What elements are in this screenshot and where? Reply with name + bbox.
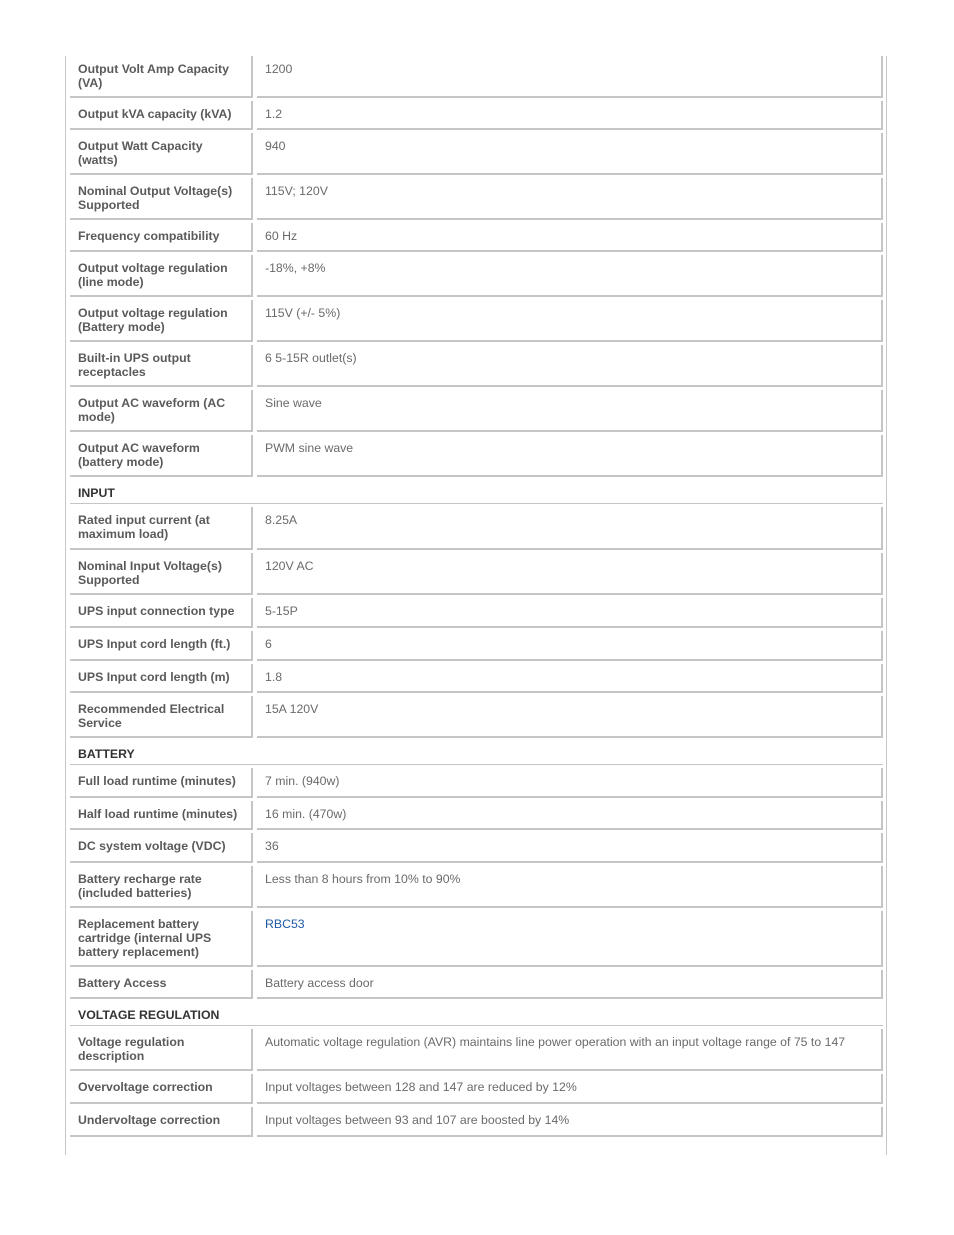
spec-row: [70, 598, 883, 628]
spec-row: [70, 101, 883, 130]
spec-label: Output voltage regulation (Battery mode): [70, 300, 253, 342]
spec-label: Overvoltage correction: [70, 1074, 253, 1104]
section-heading: VOLTAGE REGULATION: [70, 1002, 883, 1026]
spec-row: [70, 1074, 883, 1104]
spec-value: 36: [257, 833, 883, 863]
spec-label: Nominal Input Voltage(s) Supported: [70, 553, 253, 595]
spec-label: Built-in UPS output receptacles: [70, 345, 253, 387]
spec-value: 16 min. (470w): [257, 801, 883, 830]
spec-value: 6 5-15R outlet(s): [257, 345, 883, 387]
spec-row: [70, 507, 883, 550]
spec-value: 1.8: [257, 664, 883, 693]
spec-row: [70, 133, 883, 175]
section-heading: INPUT: [70, 480, 883, 504]
spec-row: [70, 970, 883, 999]
spec-value: Sine wave: [257, 390, 883, 432]
spec-label: Frequency compatibility: [70, 223, 253, 252]
spec-row: [70, 768, 883, 798]
spec-row: [70, 1107, 883, 1137]
spec-label: Rated input current (at maximum load): [70, 507, 253, 550]
spec-label: Replacement battery cartridge (internal UPS battery replacement): [70, 911, 253, 967]
spec-value: 120V AC: [257, 553, 883, 595]
spec-row: [70, 1029, 883, 1071]
spec-label: Output Volt Amp Capacity (VA): [70, 56, 253, 98]
spec-row: [70, 696, 883, 738]
section-heading: BATTERY: [70, 741, 883, 765]
spec-label: Battery Access: [70, 970, 253, 999]
spec-row: [70, 300, 883, 342]
spec-row: [70, 911, 883, 967]
spec-row: [70, 56, 883, 98]
spec-label: Output Watt Capacity (watts): [70, 133, 253, 175]
spec-row: [70, 553, 883, 595]
spec-value: Input voltages between 93 and 107 are boosted by 14%: [257, 1107, 883, 1137]
spec-value: Less than 8 hours from 10% to 90%: [257, 866, 883, 908]
spec-label: Recommended Electrical Service: [70, 696, 253, 738]
spec-row: [70, 178, 883, 220]
spec-label: Output AC waveform (battery mode): [70, 435, 253, 477]
spec-label: Battery recharge rate (included batteries): [70, 866, 253, 908]
spec-value: PWM sine wave: [257, 435, 883, 477]
spec-row: [70, 631, 883, 661]
spec-label: Half load runtime (minutes): [70, 801, 253, 830]
spec-label: Full load runtime (minutes): [70, 768, 253, 798]
spec-value: 7 min. (940w): [257, 768, 883, 798]
spec-label: UPS Input cord length (ft.): [70, 631, 253, 661]
spec-label: Voltage regulation description: [70, 1029, 253, 1071]
spec-label: UPS Input cord length (m): [70, 664, 253, 693]
spec-row: [70, 435, 883, 477]
spec-row: [70, 866, 883, 908]
spec-value: 6: [257, 631, 883, 661]
spec-value: 5-15P: [257, 598, 883, 628]
spec-label: DC system voltage (VDC): [70, 833, 253, 863]
spec-row: [70, 255, 883, 297]
spec-row: [70, 833, 883, 863]
spec-value: 15A 120V: [257, 696, 883, 738]
spec-row: [70, 664, 883, 693]
replacement-battery-link[interactable]: RBC53: [257, 911, 883, 967]
spec-value: 115V; 120V: [257, 178, 883, 220]
spec-value: 60 Hz: [257, 223, 883, 252]
spec-value: Automatic voltage regulation (AVR) maintains line power operation with an input voltage range of 75 to 147: [257, 1029, 883, 1071]
spec-value: 940: [257, 133, 883, 175]
spec-label: Output AC waveform (AC mode): [70, 390, 253, 432]
spec-value: Input voltages between 128 and 147 are reduced by 12%: [257, 1074, 883, 1104]
spec-label: Output kVA capacity (kVA): [70, 101, 253, 130]
spec-value: 1.2: [257, 101, 883, 130]
spec-table: [70, 56, 883, 1137]
spec-row: [70, 223, 883, 252]
spec-label: Output voltage regulation (line mode): [70, 255, 253, 297]
spec-row: [70, 345, 883, 387]
spec-value: 1200: [257, 56, 883, 98]
spec-value: Battery access door: [257, 970, 883, 999]
spec-value: 8.25A: [257, 507, 883, 550]
spec-value: -18%, +8%: [257, 255, 883, 297]
spec-value: 115V (+/- 5%): [257, 300, 883, 342]
spec-row: [70, 390, 883, 432]
spec-label: UPS input connection type: [70, 598, 253, 628]
spec-label: Nominal Output Voltage(s) Supported: [70, 178, 253, 220]
spec-row: [70, 801, 883, 830]
spec-label: Undervoltage correction: [70, 1107, 253, 1137]
